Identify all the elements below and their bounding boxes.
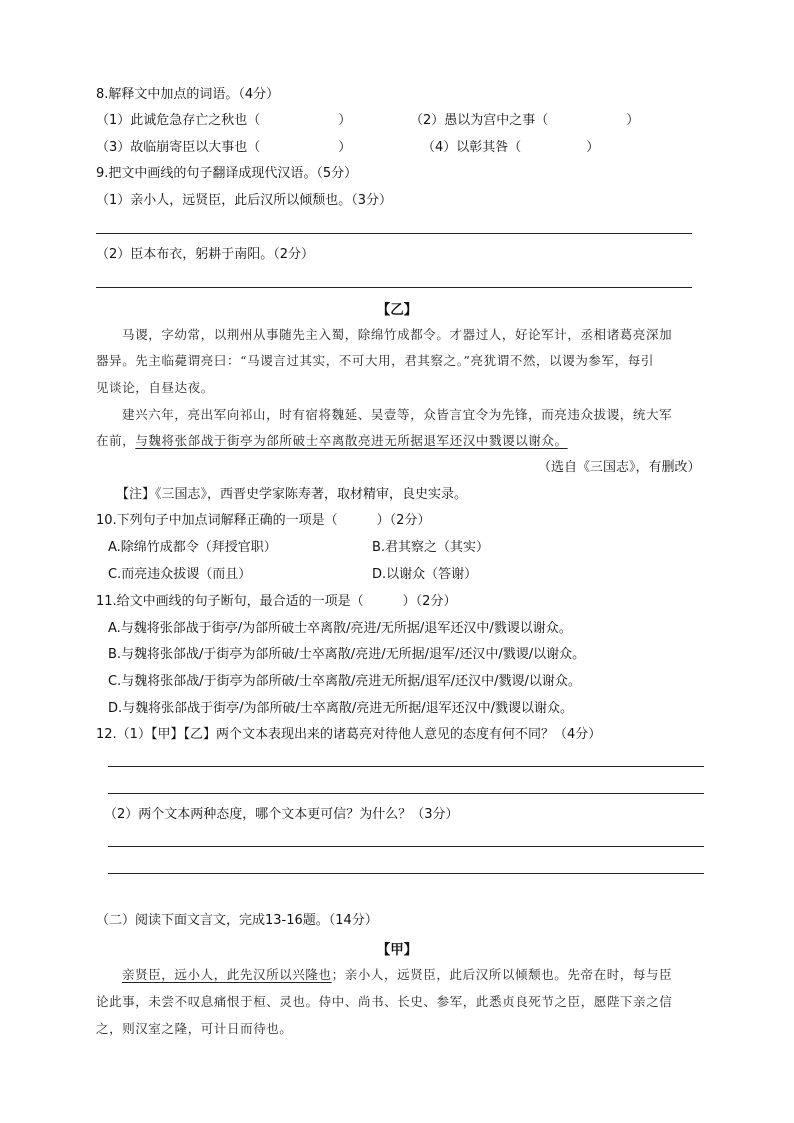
q10-stem: 10.下列句子中加点词解释正确的一项是（ ）（2分） — [96, 513, 431, 528]
jia-line1 — [122, 966, 672, 984]
answer-line[interactable] — [108, 873, 704, 874]
answer-line[interactable] — [96, 233, 692, 234]
answer-line[interactable] — [96, 287, 692, 288]
q8-stem: 8.解释文中加点的词语。（4分） — [96, 87, 280, 102]
q11-stem: 11.给文中画线的句子断句，最合适的一项是（ ）（2分） — [96, 594, 457, 609]
q9-sub1: （1）亲小人，远贤臣，此后汉所以倾颓也。（3分） — [96, 193, 393, 208]
answer-line[interactable] — [108, 793, 704, 794]
q10-option-d: D.以谢众（答谢） — [372, 567, 478, 582]
yi-note: 【注】《三国志》，西晋史学家陈寿著，取材精审，良史实录。 — [116, 487, 468, 502]
part2-title: （二）阅读下面文言文，完成13-16题。（14分） — [96, 913, 378, 928]
yi-underlined-sentence: 与魏将张郃战于街亭为郃所破士卒离散亮进无所据退军还汉中戮谡以谢众。 — [135, 433, 568, 448]
jia-line3: 之，则汉室之隆，可计日而待也。 — [96, 1021, 293, 1036]
q12-sub1: 12.（1）【甲】【乙】两个文本表现出来的诸葛亮对待他人意见的态度有何不同？（4分） — [96, 727, 602, 742]
jia-underlined-sentence: 亲贤臣，远小人，此先汉所以兴隆也 — [122, 967, 332, 982]
q10-option-a: A.除绵竹成都令（拜授官职） — [108, 540, 277, 555]
jia-heading: 【甲】 — [376, 942, 418, 958]
q11-option-c: C.与魏将张郃战/于街亭为郃所破/士卒离散/亮进无所据/退军/还汉中/戮谡/以谢众。 — [108, 674, 581, 689]
q10-option-c: C.而亮违众拔谡（而且） — [108, 567, 252, 582]
yi-p2-line1: 建兴六年，亮出军向祁山，时有宿将魏延、吴壹等，众皆言宜令为先锋，而亮违众拔谡，统大军 — [122, 407, 673, 422]
q8-item-2: （2）愚以为宫中之事（ ） — [410, 113, 640, 128]
yi-source: （选自《三国志》，有删改） — [538, 460, 701, 475]
q10-option-b: B.君其察之（其实） — [372, 540, 490, 555]
jia-line1-rest: ；亲小人，远贤臣，此后汉所以倾颓也。先帝在时，每与臣 — [331, 967, 673, 982]
q9-stem: 9.把文中画线的句子翻译成现代汉语。（5分） — [96, 166, 358, 181]
yi-p2-line2 — [96, 432, 568, 450]
jia-line2: 论此事，未尝不叹息痛恨于桓、灵也。侍中、尚书、长史、参军，此悉贞良死节之臣，愿陛下亲之信 — [96, 994, 673, 1009]
q11-option-b: B.与魏将张郃战/于街亭为郃所破/士卒离散/亮进/无所据/退军/还汉中/戮谡/以谢众。 — [108, 647, 586, 662]
yi-p1-line3: 见谈论，自昼达夜。 — [96, 380, 214, 395]
answer-line[interactable] — [108, 846, 704, 847]
q8-item-3: （3）故临崩寄臣以大事也（ ） — [96, 140, 352, 155]
q8-item-4: （4）以彰其咎（ ） — [422, 140, 600, 155]
yi-p1-line1: 马谡，字幼常，以荆州从事随先主入蜀，除绵竹成都令。才器过人，好论军计，丞相诸葛亮深加 — [122, 327, 673, 342]
yi-p2-line2-prefix: 在前， — [96, 433, 136, 448]
answer-line[interactable] — [108, 766, 704, 767]
q8-item-1: （1）此诚危急存亡之秋也（ ） — [96, 113, 352, 128]
yi-heading: 【乙】 — [376, 302, 418, 318]
yi-p1-line2: 器异。先主临薨谓亮曰：“马谡言过其实，不可大用，君其察之。”亮犹谓不然，以谡为参军，每引 — [96, 353, 654, 368]
q12-sub2: （2）两个文本两种态度，哪个文本更可信？为什么？（3分） — [104, 807, 459, 822]
q11-option-a: A.与魏将张郃战于街亭/为郃所破士卒离散/亮进/无所据/退军还汉中/戮谡以谢众。 — [108, 621, 572, 636]
q9-sub2: （2）臣本布衣，躬耕于南阳。（2分） — [96, 247, 315, 262]
q11-option-d: D.与魏将张郃战于街亭/为郃所破/士卒离散/亮进无所据/退军还汉中/戮谡以谢众。 — [108, 701, 574, 716]
